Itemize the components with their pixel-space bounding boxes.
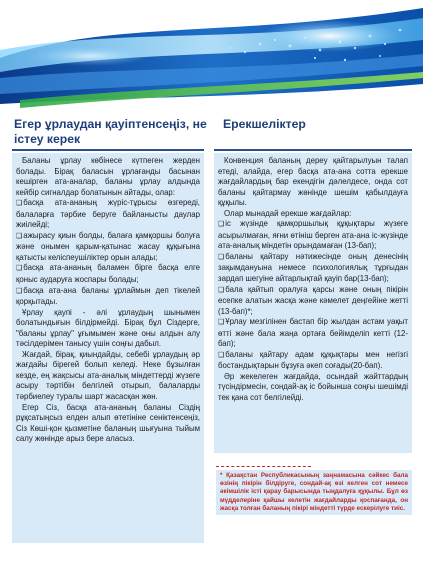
left-heading-rule	[12, 149, 204, 151]
header-banner	[0, 0, 423, 118]
bullet-item: ❑ бала қайтып оралуға қарсы және оның пiкiрiн есепке алатын жасқа және кәмелет деңгейiне жеттi (13-бап)*;	[218, 285, 408, 318]
paragraph: Егер Сiз, басқа ата-ананың баланы Сiздiң рұқсатыңсыз елден алып өтетiнiне сенiктенсеңiз, Сiз Көшi-қон қызметiне баланың шығуына тыйым салу жөнiнде арыз бере аласыз.	[16, 402, 200, 444]
left-column-text	[12, 153, 204, 543]
paragraph: Жағдай, бiрақ, қиындайды, себебi ұрлаудың әр жағдайы бiрегей болып келедi. Неке бұзылған кезде, ең жақсысы ата-аналық мiндеттердi жүзеге асыру тәртiбiн белгiлей отырып, балаларды тәрбиелеу туралы шарт жасасқан жөн.	[16, 349, 200, 402]
bullet-item: ❑ басқа ата-ана баланы ұрлаймын деп тiкелей қорқытады.	[16, 286, 200, 308]
bullet-item: ❑ баланы қайтару адам құқықтары мен негiзгi бостандықтарын бұзуға әкеп соғады(20-бап).	[218, 350, 408, 372]
heading-what-to-do: Егер ұрлаудан қауiптенсеңiз, не iстеу керек	[14, 117, 207, 146]
bullet-item: ❑ басқа ата-ананың жүрiс-тұрысы өзгередi, балаларға тәрбие беруге байланысты даулар жиiлейдi;	[16, 198, 200, 231]
paragraph: Ұрлау қаупi - әлi ұрлаудың шынымен болатындығын бiлдiрмейдi. Бiрақ бұл Сiздерге, "баланы ұрлау" ұғымымен және оны алдын алу тәсiлдерiмен танысу үшiн соңғы дабыл.	[16, 307, 200, 349]
paragraph: Конвенция баланың дереу қайтарылуын талап етедi, алайда, егер басқа ата-ана сотта ерекше жағдайлардың бар екендiгiн дәлелдесе, онда сот баланы қайтармау жөнiнде шешiм қабылдауға құқылы.	[218, 156, 408, 208]
footnote-separator	[216, 466, 311, 467]
heading-exceptions: Ерекшелiктер	[223, 117, 306, 131]
bullet-item: ❑ баланы қайтару нәтижесiнде оның денесiнiң зақымдануына немесе психологиялық тұрғыдан зардап шегуiне айтарлықтай қауiп бар(13-бап);	[218, 252, 408, 285]
banner-graphic	[0, 0, 423, 118]
bullet-item: ❑ ажырасу қиын болды, балаға қамқоршы болуға және онымен қарым-қатынас жасау құқығына қатысты келiспеушiлiктер орын алады;	[16, 231, 200, 264]
footnote: * Қазақстан Республикасының заңнамасына сәйкес бала өзiнiң пiкiрiн бiлдiруге, сондай-ақ өзi келген сот немесе әкiмшiлiк iстi қарау барысында тыңдалуға құқылы. Бұл өз мүдделерiне қайшы келетiн жағдайларды қоспағанда, он жасқа толған баланың пiкiрi мiндеттi түрде ескерiлуге тиiс.	[216, 470, 412, 515]
bullet-item: ❑ iс жүзiнде қамқоршылық құқықтары жүзеге асырылмаған, яғни өтiнiш берген ата-ана iс-жүзiнде ата-аналық мiндетiн орындамаған (13-бап);	[218, 219, 408, 252]
right-column-text	[214, 153, 412, 453]
right-heading-rule	[214, 149, 412, 151]
bullet-item: ❑ Ұрлау мезгiлiнен бастап бiр жылдан астам уақыт өттi және бала жаңа ортаға бейiмделiп кеттi (12-бап);	[218, 317, 408, 350]
paragraph: Әр жекелеген жағдайда, осындай жайттардың түсiндiрмесiн, сондай-ақ iс бойынша соңғы шешiмдi тек қана сот белгiлейдi.	[218, 371, 408, 403]
paragraph: Баланы ұрлау көбiнесе күтпеген жерден болады. Бiрақ баласын ұрлағанды басынан кешiрген ата-аналар, баланы ұрлау алдында кейбiр сигналдар болатынын айтады, олар:	[16, 156, 200, 197]
paragraph: Олар мынадай ерекше жағдайлар:	[224, 208, 352, 218]
bullet-item: ❑ басқа ата-ананың баламен бiрге басқа елге қоныс аударуға жоспары болады;	[16, 263, 200, 285]
